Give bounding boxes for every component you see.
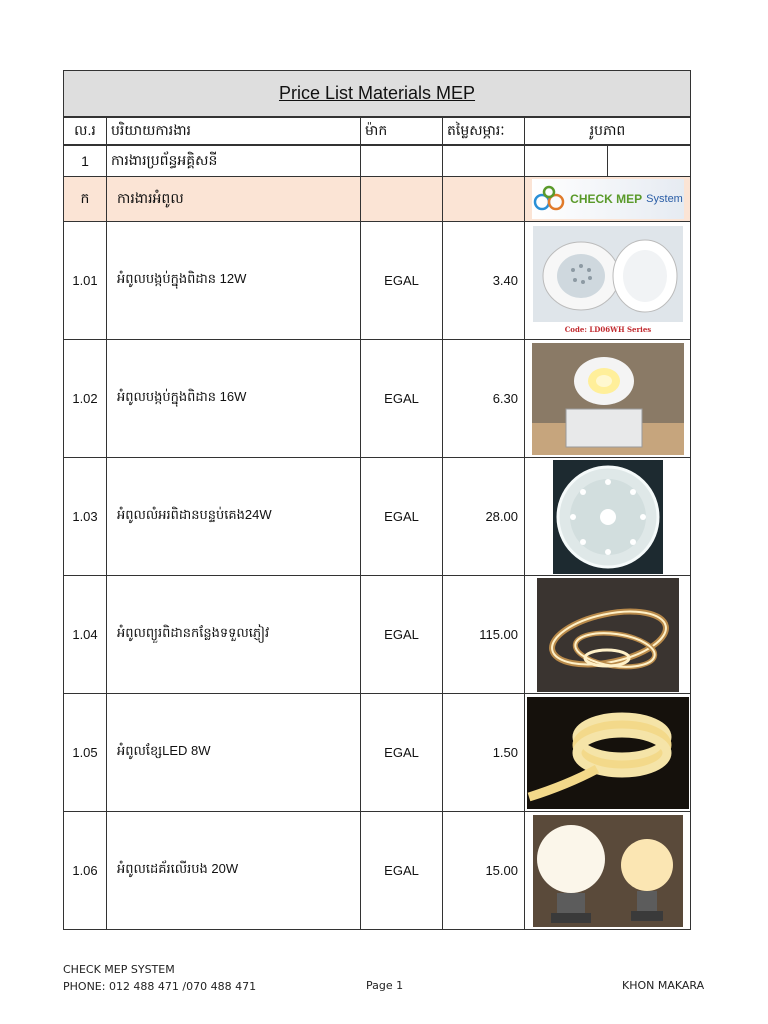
table-row [64, 222, 691, 340]
header-price: តម្លៃសម្ភារៈ [443, 117, 525, 145]
item-description: អំពូលដេគ័រលើរបង 20W [107, 812, 361, 930]
ceiling-light-24w-image [553, 460, 663, 574]
table-row [64, 458, 691, 576]
item-description: អំពូលបង្កប់ក្នុងពិដាន 12W [107, 222, 361, 340]
footer-company: CHECK MEP SYSTEM [63, 963, 175, 976]
item-image-cell [525, 812, 691, 930]
item-description: អំពូលលំអរពិដានបន្ទប់គេង24W [107, 458, 361, 576]
title-row [64, 71, 691, 118]
image-caption: Code: LD06WH Series [564, 324, 651, 334]
section-image-empty [525, 145, 691, 177]
item-price: 115.00 [443, 576, 525, 694]
item-description: អំពូលខ្សែLED 8W [107, 694, 361, 812]
title-cell [64, 71, 691, 118]
subsection-brand-empty [361, 177, 443, 222]
pendant-ring-light-image [537, 578, 679, 692]
header-no: ល.រ [64, 117, 107, 145]
subsection-no: ក [64, 177, 107, 222]
item-no: 1.06 [64, 812, 107, 930]
item-price: 3.40 [443, 222, 525, 340]
section-price-empty [443, 145, 525, 177]
fence-globe-light-image [533, 815, 683, 927]
subsection-label: ការងារអំពូល [107, 177, 361, 222]
subsection-row [64, 177, 691, 222]
item-brand: EGAL [361, 340, 443, 458]
section-label: ការងារប្រព័ន្ធអគ្គិសនី [107, 145, 361, 177]
check-mep-logo [532, 179, 684, 219]
item-price: 28.00 [443, 458, 525, 576]
item-no: 1.02 [64, 340, 107, 458]
section-brand-empty [361, 145, 443, 177]
price-list-table [63, 70, 691, 930]
logo-text-main: CHECK MEP [570, 192, 643, 206]
item-image-cell [525, 458, 691, 576]
item-brand: EGAL [361, 576, 443, 694]
item-no: 1.03 [64, 458, 107, 576]
item-brand: EGAL [361, 222, 443, 340]
table-row [64, 340, 691, 458]
item-description: អំពូលព្យួរពិដានកន្លែងទទួលភ្ញៀវ [107, 576, 361, 694]
item-no: 1.01 [64, 222, 107, 340]
downlight-12w-image [533, 226, 683, 336]
item-image-cell [525, 340, 691, 458]
item-price: 1.50 [443, 694, 525, 812]
item-no: 1.05 [64, 694, 107, 812]
table-row [64, 812, 691, 930]
page-title: Price List Materials MEP [278, 83, 476, 103]
footer-author: KHON MAKARA [622, 979, 705, 992]
footer-page: Page 1 [366, 979, 404, 992]
item-price: 15.00 [443, 812, 525, 930]
footer-phone: PHONE: 012 488 471 /070 488 471 [63, 980, 257, 993]
subsection-price-empty [443, 177, 525, 222]
item-image-cell [525, 694, 691, 812]
header-row [64, 117, 691, 145]
logo-cell [525, 177, 691, 222]
item-brand: EGAL [361, 458, 443, 576]
header-image: រូបភាព [525, 117, 691, 145]
gear-cycle-icon [532, 184, 566, 214]
downlight-16w-image [532, 343, 684, 455]
item-no: 1.04 [64, 576, 107, 694]
led-strip-image [527, 697, 689, 809]
table-row [64, 694, 691, 812]
section-row [64, 145, 691, 177]
logo-text-sub: System [646, 193, 683, 205]
item-price: 6.30 [443, 340, 525, 458]
item-brand: EGAL [361, 812, 443, 930]
header-brand: ម៉ាក [361, 117, 443, 145]
item-image-cell [525, 576, 691, 694]
item-brand: EGAL [361, 694, 443, 812]
table-row [64, 576, 691, 694]
section-no: 1 [64, 145, 107, 177]
item-image-cell [525, 222, 691, 340]
header-description: បរិយាយការងារ [107, 117, 361, 145]
item-description: អំពូលបង្កប់ក្នុងពិដាន 16W [107, 340, 361, 458]
